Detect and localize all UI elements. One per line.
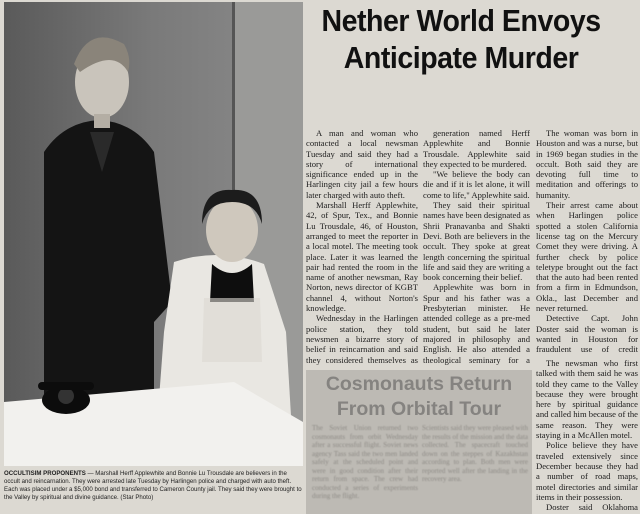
inset-article [306,370,532,514]
paragraph: Detective Capt. John Doster said the woman is wanted in Houston for fraudulent use of credit [536,313,638,355]
article-column-3 [536,128,638,356]
inset-column-1: The Soviet Union returned two cosmonauts from orbit Wednesday after a successful flight. Soviet news agency Tass said the two men landed safely at the scheduled point and were in good condition after their return from space. The crew had conducted a series of experiments during the flight. [312,424,418,500]
headline [312,2,610,76]
inset-headline [310,372,528,422]
caption-text: — Marshall Herff Applewhite and Bonnie Lu Trousdale are believers in the occult and reincarnation. They were arrested late Tuesday by Harlingen police and charged with auto theft. Each was placed under a $5,000 bond and transferred to Cameron County jail. They said they were brought to the Valley by spiritual and divine guidance. (Star Photo) [4,470,302,501]
paragraph: They said their spiritual names have been designated as Shrii Pranavanba and Shakti Devi. Both are believers in the occult. They spoke at great length concerning the spiritual life and said they are writing a book concerning their belief. [423,200,530,283]
paragraph: A man and woman who contacted a local newsman Tuesday and said they had a story of international significance ended up in the Harlingen city jail a few hours later charged with auto theft. [306,128,418,200]
paragraph: Marshall Herff Applewhite, 42, of Spur, Tex., and Bonnie Lu Trousdale, 46, of Houston, arranged to meet the reporter in a local motel. The meeting took place. Later it was learned the pair had rented the room in the name of another newsman, Ray Norton, news director of KGBT channel 4, without Norton's knowledge. [306,200,418,314]
photo-caption [4,470,303,512]
headline-line-1: Nether World Envoys [321,3,601,38]
paragraph: Police believe they have traveled extensively since December because they had a number of road maps, motel directories and similar items in their possession. [536,440,638,502]
caption-lead: OCCULTISIM PROPONENTS [4,470,86,477]
inset-headline-line-1: Cosmonauts Return [325,373,513,395]
paragraph: generation named Herff Applewhite and Bonnie Trousdale. Applewhite said they expected to be murdered. [423,128,530,169]
photo-image [4,2,303,466]
paragraph: "We believe the body can die and if it is let alone, it will come to life," Applewhite said. [423,169,530,200]
inset-headline-line-2: From Orbital Tour [336,398,502,420]
paragraph: The newsman who first talked with them said he was told they came to the Valley because they were brought here by spiritual guidance and called him because of the same reason. They were staying in a McAllen motel. [536,358,638,441]
paragraph: Wednesday in the Harlingen police station, they told newsmen a bizarre story of belief in reincarnation and said they considered themselves as [306,313,418,365]
paragraph: The woman was born in Houston and was a nurse, but in 1969 began studies in the occult. Both said they are devoting full time to meditation and offerings to humanity. [536,128,638,200]
headline-line-2: Anticipate Murder [343,40,579,75]
article-column-3-continued [536,358,638,512]
paragraph: Applewhite was born in Spur and his father was a Presbyterian minister. He attended college as a pre-med student, but said he later majored in philosophy and English. He also attended a theological seminary for a [423,282,530,365]
inset-column-2: Scientists said they were pleased with the results of the mission and the data collected. The spacecraft touched down on the steppes of Kazakhstan according to plan. Both men were reported well after the landing in the recovery area. [422,424,528,483]
news-photo [4,2,303,466]
paragraph: Their arrest came about when Harlingen police spotted a stolen California license tag on the Mercury Comet they were driving. A further check by police teletype brought out the fact that the auto had been rented from a firm in Edmundson, Okla., last December and never returned. [536,200,638,314]
article-column-1 [306,128,418,366]
article-column-2 [423,128,530,366]
paragraph: Doster said Oklahoma [546,502,638,512]
